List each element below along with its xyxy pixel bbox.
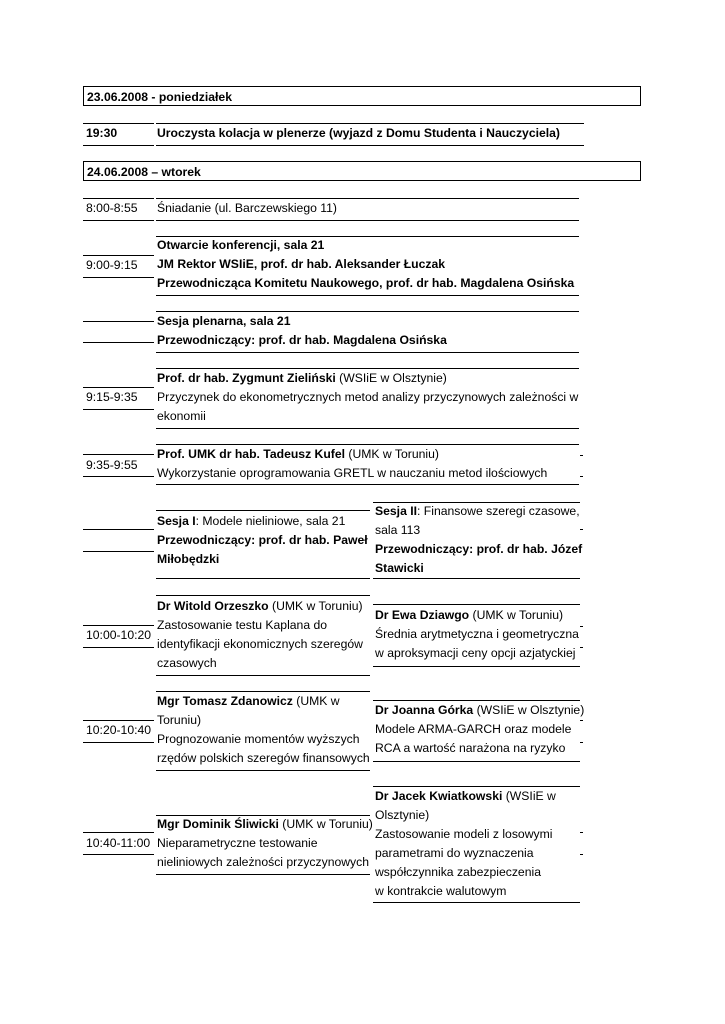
session2-label: Sesja II bbox=[375, 504, 418, 518]
session1-title bbox=[157, 512, 345, 531]
plenary-title: Sesja plenarna, sala 21 bbox=[157, 314, 291, 328]
talk2-author: Prof. UMK dr hab. Tadeusz Kufel bbox=[157, 447, 346, 461]
slot1-right-affiliation: (UMK w Toruniu) bbox=[469, 608, 564, 622]
row-mark bbox=[580, 832, 583, 833]
row-rule bbox=[373, 761, 580, 762]
talk1-title-cont: ekonomii bbox=[157, 409, 206, 423]
talk1-time: 9:15-9:35 bbox=[86, 390, 138, 404]
slot1-left-author: Dr Witold Orzeszko bbox=[157, 599, 269, 613]
opening-title: Otwarcie konferencji, sala 21 bbox=[157, 238, 325, 252]
slot3-left-title-cont: nieliniowych zależności przyczynowych bbox=[157, 855, 370, 869]
talk1-title: Przyczynek do ekonometrycznych metod analizy przyczynowych zależności w bbox=[157, 390, 579, 404]
slot3-left-title: Nieparametryczne testowanie bbox=[157, 836, 318, 850]
slot2-left-title-cont: rzędów polskich szeregów finansowych bbox=[157, 751, 370, 765]
slot1-left-affiliation: (UMK w Toruniu) bbox=[268, 599, 363, 613]
slot1-right-title: Średnia arytmetyczna i geometryczna bbox=[375, 627, 579, 641]
session1-chair: Przewodniczący: prof. dr hab. Paweł bbox=[157, 533, 368, 547]
row-mark bbox=[580, 626, 583, 627]
row-mark bbox=[580, 455, 583, 456]
row-rule bbox=[156, 352, 579, 353]
row-rule bbox=[373, 578, 580, 579]
row-rule bbox=[373, 604, 580, 605]
talk2-title: Wykorzystanie oprogramowania GRETL w nauczaniu metod ilościowych bbox=[157, 466, 548, 480]
slot1-right-speaker bbox=[375, 606, 563, 625]
slot2-right-speaker bbox=[375, 701, 584, 720]
row-rule bbox=[83, 647, 154, 648]
row-rule bbox=[156, 578, 370, 579]
row-mark bbox=[580, 529, 583, 530]
talk1-speaker bbox=[157, 369, 447, 388]
row-rule bbox=[156, 770, 370, 771]
session1-chair-cont: Miłobędzki bbox=[157, 552, 220, 566]
slot1-left-title-cont: identyfikacji ekonomicznych szeregów bbox=[157, 637, 363, 651]
row-rule bbox=[156, 220, 579, 221]
row-rule bbox=[83, 409, 154, 410]
session2-chair: Przewodniczący: prof. dr hab. Józef bbox=[375, 542, 583, 556]
opening-rector: JM Rektor WSIiE, prof. dr hab. Aleksander Łuczak bbox=[157, 257, 446, 271]
row-rule bbox=[156, 595, 370, 596]
slot3-right-affiliation: (WSIiE w bbox=[502, 789, 556, 803]
slot2-left-affiliation: (UMK w bbox=[292, 694, 340, 708]
slot2-right-affiliation: (WSIiE w Olsztynie) bbox=[473, 703, 585, 717]
plenary-chair: Przewodniczący: prof. dr hab. Magdalena Osińska bbox=[157, 333, 447, 347]
slot1-time: 10:00-10:20 bbox=[86, 628, 152, 642]
talk1-author: Prof. dr hab. Zygmunt Zieliński bbox=[157, 371, 336, 385]
talk2-time: 9:35-9:55 bbox=[86, 458, 138, 472]
session2-room: sala 113 bbox=[375, 523, 421, 537]
row-mark bbox=[580, 476, 583, 477]
slot2-left-affil-cont: Toruniu) bbox=[157, 713, 202, 727]
row-rule bbox=[156, 295, 579, 296]
slot2-right-title: Modele ARMA-GARCH oraz modele bbox=[375, 722, 572, 736]
row-rule bbox=[83, 832, 154, 833]
session2-chair-cont: Stawicki bbox=[375, 561, 424, 575]
session1-label: Sesja I bbox=[157, 514, 196, 528]
row-mark bbox=[580, 647, 583, 648]
row-mark bbox=[580, 854, 583, 855]
slot3-right-author: Dr Jacek Kwiatkowski bbox=[375, 789, 503, 803]
breakfast-time: 8:00-8:55 bbox=[86, 201, 138, 215]
slot2-left-speaker bbox=[157, 692, 340, 711]
row-rule bbox=[373, 666, 580, 667]
day-header-24: 24.06.2008 – wtorek bbox=[83, 161, 641, 181]
time-1930: 19:30 bbox=[86, 126, 118, 140]
breakfast-text: Śniadanie (ul. Barczewskiego 11) bbox=[157, 201, 337, 215]
slot2-time: 10:20-10:40 bbox=[86, 723, 152, 737]
row-rule bbox=[373, 902, 580, 903]
row-rule bbox=[156, 675, 370, 676]
row-mark bbox=[580, 742, 583, 743]
row-rule bbox=[83, 551, 154, 552]
slot3-left-speaker bbox=[157, 815, 373, 834]
row-rule bbox=[83, 145, 154, 146]
opening-time: 9:00-9:15 bbox=[86, 258, 138, 272]
slot1-left-title: Zastosowanie testu Kaplana do bbox=[157, 618, 328, 632]
slot3-time: 10:40-11:00 bbox=[86, 836, 151, 850]
opening-chair: Przewodnicząca Komitetu Naukowego, prof. dr hab. Magdalena Osińska bbox=[157, 276, 575, 290]
slot3-right-title-end: w kontrakcie walutowym bbox=[375, 884, 507, 898]
row-rule bbox=[83, 742, 154, 743]
row-rule bbox=[83, 321, 154, 322]
row-rule bbox=[83, 342, 154, 343]
session2-title bbox=[375, 502, 580, 521]
row-mark bbox=[580, 720, 583, 721]
slot1-right-author: Dr Ewa Dziawgo bbox=[375, 608, 470, 622]
day-header-23: 23.06.2008 - poniedziałek bbox=[83, 86, 641, 106]
slot2-right-author: Dr Joanna Górka bbox=[375, 703, 474, 717]
dinner-event: Uroczysta kolacja w plenerze (wyjazd z Domu Studenta i Nauczyciela) bbox=[157, 126, 560, 140]
slot2-right-title-cont: RCA a wartość narażona na ryzyko bbox=[375, 741, 566, 755]
talk2-speaker bbox=[157, 445, 439, 464]
row-rule bbox=[83, 220, 154, 221]
slot3-right-title-cont: parametrami do wyznaczenia bbox=[375, 846, 534, 860]
row-rule bbox=[83, 277, 154, 278]
row-rule bbox=[156, 874, 370, 875]
slot3-right-speaker bbox=[375, 787, 556, 806]
row-rule bbox=[83, 529, 154, 530]
talk2-affiliation: (UMK w Toruniu) bbox=[345, 447, 439, 461]
session2-topic: : Finansowe szeregi czasowe, bbox=[417, 504, 580, 518]
slot2-left-author: Mgr Tomasz Zdanowicz bbox=[157, 694, 293, 708]
talk1-affiliation: (WSIiE w Olsztynie) bbox=[335, 371, 447, 385]
row-rule bbox=[83, 476, 154, 477]
row-rule bbox=[83, 854, 154, 855]
row-rule bbox=[156, 510, 370, 511]
slot1-right-title-cont: w aproksymacji ceny opcji azjatyckiej bbox=[375, 646, 576, 660]
session1-topic: : Modele nieliniowe, sala 21 bbox=[195, 514, 346, 528]
row-rule bbox=[156, 428, 579, 429]
slot1-left-speaker bbox=[157, 597, 363, 616]
slot1-left-title-end: czasowych bbox=[157, 656, 217, 670]
slot3-right-title: Zastosowanie modeli z losowymi bbox=[375, 827, 553, 841]
row-rule bbox=[156, 484, 579, 485]
slot3-right-affil-cont: Olsztynie) bbox=[375, 808, 430, 822]
row-rule bbox=[83, 454, 154, 455]
slot3-left-affiliation: (UMK w Toruniu) bbox=[278, 817, 373, 831]
slot2-left-title: Prognozowanie momentów wyższych bbox=[157, 732, 360, 746]
slot3-right-title-cont2: współczynnika zabezpieczenia bbox=[375, 865, 541, 879]
slot3-left-author: Mgr Dominik Śliwicki bbox=[157, 817, 279, 831]
row-rule bbox=[156, 145, 584, 146]
